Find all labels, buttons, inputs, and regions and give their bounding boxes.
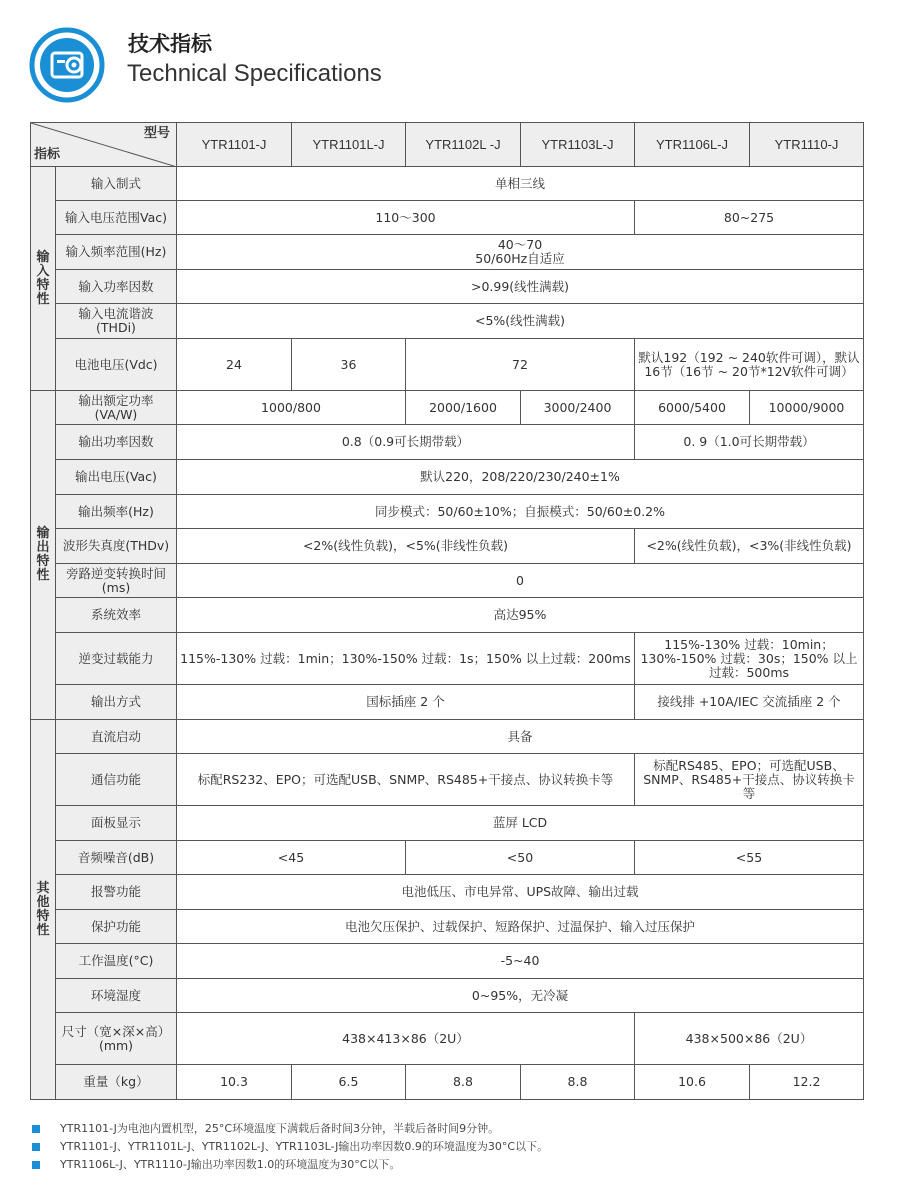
footnote-item xyxy=(30,1156,548,1174)
table-row xyxy=(31,979,864,1013)
cell-value: 36 xyxy=(292,339,406,391)
cell-value xyxy=(177,235,864,270)
page-subtitle: Technical Specifications xyxy=(127,60,382,87)
cell-value: 8.8 xyxy=(521,1065,635,1100)
corner-model-label: 型号 xyxy=(143,126,170,141)
freq-range: 40～70 xyxy=(497,237,543,252)
model-header: YTR1101-J xyxy=(177,123,292,167)
cell-value: <5%(线性满载) xyxy=(177,304,864,339)
footnote-text: YTR1106L-J、YTR1110-J输出功率因数1.0的环境温度为30°C以下。 xyxy=(60,1158,401,1171)
cell-value: <50 xyxy=(406,841,635,875)
table-row xyxy=(31,391,864,425)
row-label: 输出额定功率(VA/W) xyxy=(56,391,177,425)
group-other-label: 其 他 特 性 xyxy=(31,720,56,1100)
bullet-square-icon xyxy=(32,1161,40,1169)
cell-value: 国标插座 2 个 xyxy=(177,685,635,720)
cell-value: <2%(线性负载)，<3%(非线性负载) xyxy=(635,529,864,564)
row-label: 环境湿度 xyxy=(56,979,177,1013)
row-label: 输入制式 xyxy=(56,167,177,201)
cell-value: 438×500×86（2U） xyxy=(635,1013,864,1065)
footnote-item xyxy=(30,1138,548,1156)
cell-value: 12.2 xyxy=(750,1065,864,1100)
table-row xyxy=(31,806,864,841)
cell-value: 10.6 xyxy=(635,1065,750,1100)
row-label: 输出方式 xyxy=(56,685,177,720)
cell-value: 6.5 xyxy=(292,1065,406,1100)
cell-value: 标配RS232、EPO；可选配USB、SNMP、RS485+干接点、协议转换卡等 xyxy=(177,754,635,806)
table-row xyxy=(31,910,864,944)
row-label: 工作温度(°C) xyxy=(56,944,177,979)
page-title: 技术指标 xyxy=(128,32,212,56)
table-row xyxy=(31,235,864,270)
corner-spec-label: 指标 xyxy=(34,147,61,162)
cell-value: 0.8（0.9可长期带载） xyxy=(177,425,635,460)
row-label: 重量（kg） xyxy=(56,1065,177,1100)
row-label: 输出频率(Hz) xyxy=(56,495,177,529)
cell-value: 110～300 xyxy=(177,201,635,235)
cell-value: <55 xyxy=(635,841,864,875)
cell-value: <2%(线性负载)，<5%(非线性负载) xyxy=(177,529,635,564)
table-row xyxy=(31,201,864,235)
table-header-row xyxy=(31,123,864,167)
bullet-square-icon xyxy=(32,1143,40,1151)
table-row xyxy=(31,1065,864,1100)
cell-value: 具备 xyxy=(177,720,864,754)
cell-value: <45 xyxy=(177,841,406,875)
row-label: 输出功率因数 xyxy=(56,425,177,460)
row-label: 逆变过载能力 xyxy=(56,633,177,685)
cell-value: 1000/800 xyxy=(177,391,406,425)
model-header: YTR1106L-J xyxy=(635,123,750,167)
cell-value: 单相三线 xyxy=(177,167,864,201)
cell-value: 115%-130% 过载：1min；130%-150% 过载：1s；150% 以上过载：200ms xyxy=(177,633,635,685)
model-header: YTR1110-J xyxy=(750,123,864,167)
row-label: 系统效率 xyxy=(56,598,177,633)
row-label: 直流启动 xyxy=(56,720,177,754)
bullet-square-icon xyxy=(32,1125,40,1133)
row-label: 波形失真度(THDv) xyxy=(56,529,177,564)
row-label: 输入电流谐波(THDi) xyxy=(56,304,177,339)
cell-value: 3000/2400 xyxy=(521,391,635,425)
footnote-text: YTR1101-J为电池内置机型，25°C环境温度下满载后备时间3分钟，半载后备时间9分钟。 xyxy=(60,1122,500,1135)
table-row xyxy=(31,598,864,633)
row-label: 输出电压(Vac) xyxy=(56,460,177,495)
cell-value: 2000/1600 xyxy=(406,391,521,425)
table-corner xyxy=(31,123,177,167)
cell-value: 24 xyxy=(177,339,292,391)
table-row xyxy=(31,425,864,460)
footnote-item xyxy=(30,1120,548,1138)
cell-value: 8.8 xyxy=(406,1065,521,1100)
cell-value: 默认220，208/220/230/240±1% xyxy=(177,460,864,495)
cell-value: 高达95% xyxy=(177,598,864,633)
table-row xyxy=(31,304,864,339)
model-header: YTR1103L-J xyxy=(521,123,635,167)
row-label: 旁路逆变转换时间(ms) xyxy=(56,564,177,598)
group-input-label: 输 入 特 性 xyxy=(31,167,56,391)
row-label: 报警功能 xyxy=(56,875,177,910)
cell-value: 同步模式：50/60±10%；自振模式：50/60±0.2% xyxy=(177,495,864,529)
cell-value: 6000/5400 xyxy=(635,391,750,425)
cell-value: 438×413×86（2U） xyxy=(177,1013,635,1065)
model-header: YTR1101L-J xyxy=(292,123,406,167)
cell-value: 10.3 xyxy=(177,1065,292,1100)
footnotes xyxy=(30,1120,548,1174)
cell-value: >0.99(线性满载) xyxy=(177,270,864,304)
row-label: 输入电压范围Vac) xyxy=(56,201,177,235)
cell-value: 10000/9000 xyxy=(750,391,864,425)
cell-value: 0~95%，无冷凝 xyxy=(177,979,864,1013)
cell-value: 0 xyxy=(177,564,864,598)
table-row xyxy=(31,944,864,979)
row-label: 保护功能 xyxy=(56,910,177,944)
footnote-text: YTR1101-J、YTR1101L-J、YTR1102L-J、YTR1103L-J输出功率因数0.9的环境温度为30°C以下。 xyxy=(60,1140,549,1153)
freq-adaptive: 50/60Hz自适应 xyxy=(475,251,565,266)
row-label: 电池电压(Vdc) xyxy=(56,339,177,391)
table-row xyxy=(31,460,864,495)
gear-settings-icon xyxy=(28,26,106,104)
table-row xyxy=(31,685,864,720)
cell-value: 标配RS485、EPO；可选配USB、SNMP、RS485+干接点、协议转换卡等 xyxy=(635,754,864,806)
cell-value: 接线排 +10A/IEC 交流插座 2 个 xyxy=(635,685,864,720)
cell-value: 电池欠压保护、过载保护、短路保护、过温保护、输入过压保护 xyxy=(177,910,864,944)
cell-value: 115%-130% 过载：10min；130%-150% 过载：30s；150% 以上过载：500ms xyxy=(635,633,864,685)
group-output-label: 输 出 特 性 xyxy=(31,391,56,720)
table-row xyxy=(31,529,864,564)
table-row xyxy=(31,720,864,754)
cell-value: 0. 9（1.0可长期带载） xyxy=(635,425,864,460)
cell-value: 电池低压、市电异常、UPS故障、输出过载 xyxy=(177,875,864,910)
row-label: 通信功能 xyxy=(56,754,177,806)
model-header: YTR1102L -J xyxy=(406,123,521,167)
cell-value: 蓝屏 LCD xyxy=(177,806,864,841)
table-row xyxy=(31,564,864,598)
table-row xyxy=(31,875,864,910)
table-row xyxy=(31,841,864,875)
table-row xyxy=(31,495,864,529)
spec-table xyxy=(30,122,864,1100)
row-label: 面板显示 xyxy=(56,806,177,841)
cell-value: 默认192（192 ~ 240软件可调），默认16节（16节 ~ 20节*12V软件可调） xyxy=(635,339,864,391)
cell-value: 72 xyxy=(406,339,635,391)
row-label: 音频噪音(dB) xyxy=(56,841,177,875)
row-label: 输入频率范围(Hz) xyxy=(56,235,177,270)
table-row xyxy=(31,167,864,201)
row-label: 尺寸（宽×深×高）(mm) xyxy=(56,1013,177,1065)
table-row xyxy=(31,1013,864,1065)
table-row xyxy=(31,339,864,391)
cell-value: -5~40 xyxy=(177,944,864,979)
table-row xyxy=(31,270,864,304)
table-row xyxy=(31,633,864,685)
table-row xyxy=(31,754,864,806)
cell-value: 80~275 xyxy=(635,201,864,235)
row-label: 输入功率因数 xyxy=(56,270,177,304)
